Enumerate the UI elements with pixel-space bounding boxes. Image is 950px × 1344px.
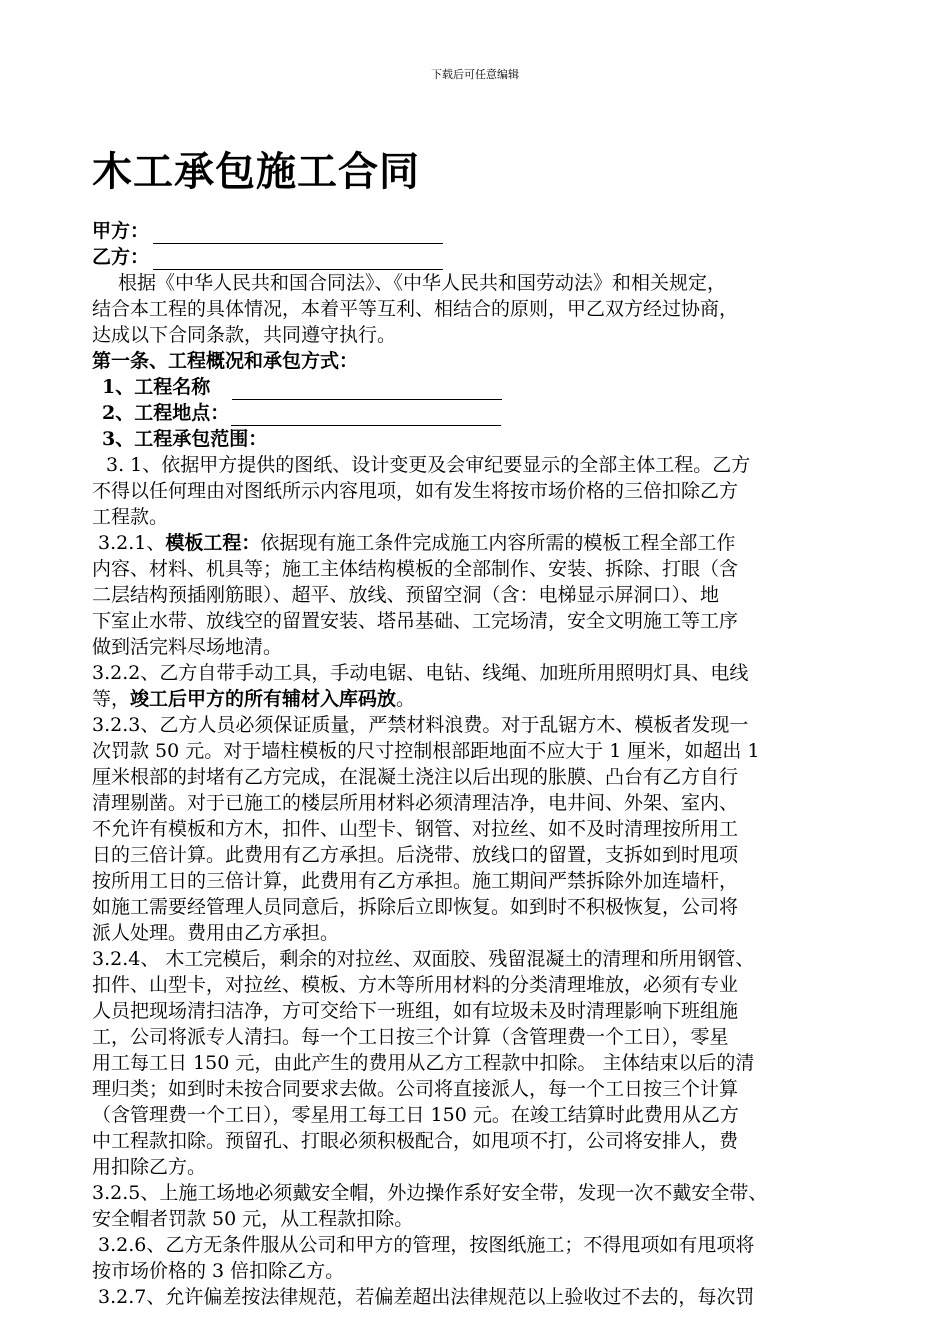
- party-a-blank: [153, 223, 443, 244]
- clause-3-2-4-line: 人员把现场清扫洁净，方可交给下一班组，如有垃圾未及时清理影响下班组施: [92, 1000, 739, 1022]
- clause-3-2-6-line: 3.2.6、乙方无条件服从公司和甲方的管理，按图纸施工；不得甩项如有甩项将: [98, 1234, 755, 1256]
- clause-3-2-3-line: 如施工需要经管理人员同意后，拆除后立即恢复。如到时不积极恢复，公司将: [92, 896, 739, 918]
- clause-3-1-line: 工程款。: [92, 506, 169, 528]
- project-location-blank: [231, 405, 501, 426]
- document-body: [92, 218, 858, 1310]
- clause-3-2-1-line: 内容、材料、机具等；施工主体结构模板的全部制作、安装、拆除、打眼（含: [92, 558, 739, 580]
- preamble-line: 根据《中华人民共和国合同法》、《中华人民共和国劳动法》和相关规定，: [118, 272, 727, 294]
- clause-3-2-1-text: 依据现有施工条件完成施工内容所需的模板工程全部工作: [260, 532, 736, 554]
- clause-3-2-2-line: [92, 686, 858, 712]
- clause-3-1-line: 不得以任何理由对图纸所示内容甩项，如有发生将按市场价格的三倍扣除乙方: [92, 480, 739, 502]
- clause-3-2-2-line: 3.2.2、乙方自带手动工具，手动电锯、电钻、线绳、加班所用照明灯具、电线: [92, 662, 749, 684]
- clause-3-2-4-line: 3.2.4、 木工完模后，剩余的对拉丝、双面胶、残留混凝土的清理和所用钢管、: [92, 948, 755, 970]
- clause-3-2-3-line: 清理剔凿。对于已施工的楼层所用材料必须清理洁净，电井间、外架、室内、: [92, 792, 739, 814]
- formwork-heading: 模板工程：: [165, 532, 261, 554]
- clause-3-2-3-line: 按所用工日的三倍计算，此费用有乙方承担。施工期间严禁拆除外加连墙杆，: [92, 870, 739, 892]
- clause-3-2-4-line: 工，公司将派专人清扫。每一个工日按三个计算（含管理费一个工日），零星: [92, 1026, 729, 1048]
- clause-3-1-line: 3. 1、依据甲方提供的图纸、设计变更及会审纪要显示的全部主体工程。乙方: [106, 454, 751, 476]
- clause-3-2-2-end: 。: [396, 688, 416, 710]
- project-location-label: 2、工程地点：: [102, 402, 230, 424]
- clause-3-2-4-line: 中工程款扣除。预留孔、打眼必须积极配合，如甩项不打，公司将安排人，费: [92, 1130, 739, 1152]
- party-a-label: 甲方：: [92, 220, 150, 242]
- party-a-line: [92, 218, 858, 244]
- party-b-label: 乙方：: [92, 246, 150, 268]
- clause-3-2-1-line: 下室止水带、放线空的留置安装、塔吊基础、工完场清，安全文明施工等工序: [92, 610, 739, 632]
- clause-3-2-3-line: 3.2.3、乙方人员必须保证质量，严禁材料浪费。对于乱锯方木、模板者发现一: [92, 714, 749, 736]
- project-name-label: 1、工程名称: [102, 376, 211, 398]
- clause-3-2-4-line: 理归类；如到时未按合同要求去做。公司将直接派人，每一个工日按三个计算: [92, 1078, 739, 1100]
- clause-3-2-6-line: 按市场价格的 3 倍扣除乙方。: [92, 1260, 345, 1282]
- clause-3-2-4-line: 扣件、山型卡，对拉丝、模板、方木等所用材料的分类清理堆放，必须有专业: [92, 974, 739, 996]
- clause-3-2-1-first-line: [92, 530, 858, 556]
- preamble-line: 结合本工程的具体情况，本着平等互利、相结合的原则，甲乙双方经过协商，: [92, 298, 739, 320]
- clause-3-2-1-line: 二层结构预插刚筋眼）、超平、放线、预留空洞（含：电梯显示屏洞口）、地: [92, 584, 720, 606]
- clause-3-2-3-line: 日的三倍计算。此费用有乙方承担。后浇带、放线口的留置，支拆如到时甩项: [92, 844, 739, 866]
- article-1-heading: 第一条、工程概况和承包方式：: [92, 350, 359, 372]
- clause-3-2-3-line: 次罚款 50 元。对于墙柱模板的尺寸控制根部距地面不应大于 1 厘米，如超出 1: [92, 740, 760, 762]
- party-b-line: [92, 244, 858, 270]
- clause-3-2-2-emphasis: 竣工后甲方的所有辅材入库码放: [130, 688, 397, 710]
- clause-3-2-5-line: 安全帽者罚款 50 元，从工程款扣除。: [92, 1208, 414, 1230]
- clause-3-2-4-line: （含管理费一个工日），零星用工每工日 150 元。在竣工结算时此费用从乙方: [92, 1104, 739, 1126]
- clause-3-2-4-line: 用扣除乙方。: [92, 1156, 207, 1178]
- clause-3-2-2-text: 等，: [92, 688, 131, 710]
- clause-3-2-5-line: 3.2.5、上施工场地必须戴安全帽，外边操作系好安全带，发现一次不戴安全带、: [92, 1182, 768, 1204]
- project-name-blank: [232, 379, 502, 400]
- clause-3-2-1-number: 3.2.1、: [98, 532, 166, 554]
- clause-3-2-3-line: 厘米根部的封堵有乙方完成，在混凝土浇注以后出现的胀膜、凸台有乙方自行: [92, 766, 739, 788]
- project-name-line: [92, 374, 858, 400]
- clause-3-2-1-line: 做到活完料尽场地清。: [92, 636, 283, 658]
- clause-3-2-4-line: 用工每工日 150 元，由此产生的费用从乙方工程款中扣除。 主体结束以后的清: [92, 1052, 755, 1074]
- project-scope-heading: 3、工程承包范围：: [102, 428, 268, 450]
- project-location-line: [92, 400, 858, 426]
- party-b-blank: [153, 249, 443, 270]
- preamble-line: 达成以下合同条款，共同遵守执行。: [92, 324, 397, 346]
- clause-3-2-3-line: 派人处理。费用由乙方承担。: [92, 922, 340, 944]
- header-note: 下载后可任意编辑: [431, 68, 519, 81]
- clause-3-2-7-line: 3.2.7、允许偏差按法律规范，若偏差超出法律规范以上验收过不去的，每次罚: [98, 1286, 755, 1308]
- document-title: 木工承包施工合同: [92, 148, 420, 195]
- clause-3-2-3-line: 不允许有模板和方木，扣件、山型卡、钢管、对拉丝、如不及时清理按所用工: [92, 818, 739, 840]
